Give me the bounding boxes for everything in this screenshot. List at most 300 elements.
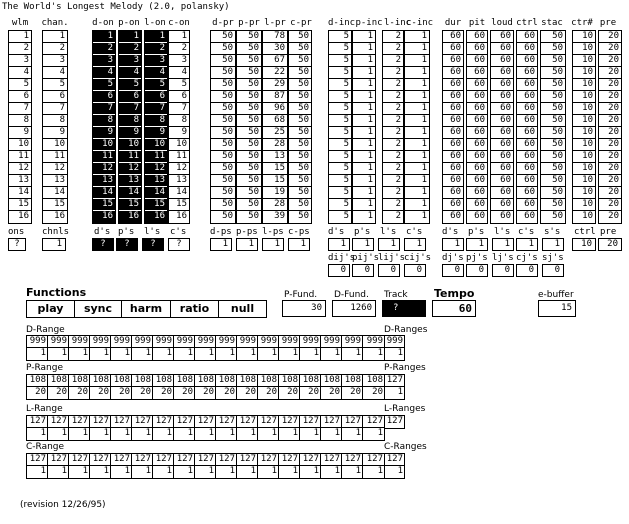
pit-cell[interactable]: 60 — [467, 55, 487, 67]
c-range-cell[interactable]: 1 — [195, 466, 216, 478]
con-cell[interactable]: 15 — [169, 199, 189, 211]
d-ranges-top[interactable]: 999 — [386, 336, 403, 346]
p-range-cell[interactable]: 108 — [90, 375, 111, 386]
cinc-column[interactable] — [404, 30, 430, 224]
d-range-cell[interactable]: 1 — [90, 348, 111, 360]
cpr-cell[interactable]: 50 — [289, 43, 311, 55]
dpr-cell[interactable]: 50 — [211, 163, 235, 175]
chan-cell[interactable]: 6 — [43, 91, 67, 103]
ctrl-cell[interactable]: 60 — [517, 79, 537, 91]
c-range-cell[interactable]: 1 — [321, 466, 342, 478]
p-ranges-grid[interactable] — [384, 374, 405, 400]
cpr-column[interactable] — [288, 30, 312, 224]
lpr-cell[interactable]: 28 — [263, 139, 287, 151]
c-range-cell[interactable]: 1 — [258, 466, 279, 478]
l-range-cell[interactable]: 127 — [153, 416, 174, 427]
p-range-cell[interactable]: 20 — [300, 387, 321, 399]
ctrl-cell[interactable]: 60 — [517, 55, 537, 67]
d-range-cell[interactable]: 999 — [27, 336, 48, 347]
l-range-cell[interactable]: 1 — [153, 428, 174, 440]
dpr-cell[interactable]: 50 — [211, 139, 235, 151]
p-range-cell[interactable]: 20 — [153, 387, 174, 399]
track-field[interactable]: ? — [382, 300, 426, 317]
c-range-cell[interactable]: 127 — [300, 454, 321, 465]
l-range-cell[interactable]: 1 — [111, 428, 132, 440]
wlm-cell[interactable]: 15 — [9, 199, 31, 211]
con-cell[interactable]: 14 — [169, 187, 189, 199]
pit-cell[interactable]: 60 — [467, 175, 487, 187]
p-range-cell[interactable]: 20 — [216, 387, 237, 399]
pon-cell[interactable]: 12 — [119, 163, 141, 175]
pinc-cell[interactable]: 1 — [353, 175, 375, 187]
pon-cell[interactable]: 6 — [119, 91, 141, 103]
dpr-cell[interactable]: 50 — [211, 175, 235, 187]
l-range-cell[interactable]: 127 — [237, 416, 258, 427]
c-range-cell[interactable]: 127 — [237, 454, 258, 465]
ppr-column[interactable] — [236, 30, 262, 224]
l-range-cell[interactable]: 127 — [111, 416, 132, 427]
wlm-cell[interactable]: 8 — [9, 115, 31, 127]
linc-cell[interactable]: 2 — [383, 103, 403, 115]
pit-cell[interactable]: 60 — [467, 127, 487, 139]
pit-cell[interactable]: 60 — [467, 103, 487, 115]
dpr-cell[interactable]: 50 — [211, 67, 235, 79]
pon-cell[interactable]: 16 — [128, 211, 139, 221]
dur-cell[interactable]: 60 — [443, 43, 463, 55]
chan-cell[interactable]: 11 — [43, 151, 67, 163]
ctrn-cell[interactable]: 10 — [573, 187, 595, 199]
ctrn-cell[interactable]: 10 — [573, 31, 595, 43]
don-cell[interactable]: 1 — [93, 31, 115, 43]
chan-cell[interactable]: 15 — [43, 199, 67, 211]
d-range-cell[interactable]: 1 — [132, 348, 153, 360]
d-range-cell[interactable]: 999 — [90, 336, 111, 347]
loud-cell[interactable]: 60 — [491, 163, 513, 175]
p-range-cell[interactable]: 108 — [300, 375, 321, 386]
pit-cell[interactable]: 60 — [467, 67, 487, 79]
p-range-cell[interactable]: 20 — [90, 387, 111, 399]
pinc-cell[interactable]: 1 — [353, 187, 375, 199]
ls-field[interactable]: ? — [142, 238, 164, 251]
don-cell[interactable]: 8 — [93, 115, 115, 127]
dinc-cell[interactable]: 5 — [343, 211, 349, 221]
cinc-cell[interactable]: 1 — [405, 115, 429, 127]
cinc-cell[interactable]: 1 — [405, 43, 429, 55]
wlm-cell[interactable]: 11 — [9, 151, 31, 163]
lj-field[interactable]: 0 — [492, 264, 514, 277]
l-range-cell[interactable]: 1 — [300, 428, 321, 440]
ratio-button[interactable]: ratio — [171, 301, 219, 317]
wlm-cell[interactable]: 12 — [9, 163, 31, 175]
d-range-cell[interactable]: 999 — [69, 336, 90, 347]
p-range-cell[interactable]: 108 — [342, 375, 363, 386]
loud-cell[interactable]: 60 — [491, 187, 513, 199]
c-range-cell[interactable]: 1 — [111, 466, 132, 478]
pre-cell[interactable]: 20 — [599, 127, 621, 139]
con-cell[interactable]: 12 — [169, 163, 189, 175]
loud-cell[interactable]: 60 — [491, 103, 513, 115]
dinc-cell[interactable]: 5 — [329, 67, 351, 79]
con-cell[interactable]: 1 — [169, 31, 189, 43]
wlm-cell[interactable]: 9 — [9, 127, 31, 139]
pinc-cell[interactable]: 1 — [353, 55, 375, 67]
d-range-cell[interactable]: 1 — [321, 348, 342, 360]
lon-cell[interactable]: 11 — [145, 151, 167, 163]
don-cell[interactable]: 14 — [93, 187, 115, 199]
ctrn-cell[interactable]: 10 — [573, 91, 595, 103]
stac-cell[interactable]: 50 — [541, 187, 565, 199]
con-cell[interactable]: 2 — [169, 43, 189, 55]
c-range-cell[interactable]: 127 — [48, 454, 69, 465]
stac-cell[interactable]: 50 — [541, 163, 565, 175]
cpr-cell[interactable]: 50 — [289, 127, 311, 139]
c-range-cell[interactable]: 127 — [153, 454, 174, 465]
c-range-cell[interactable]: 127 — [366, 454, 383, 464]
cinc-cell[interactable]: 1 — [405, 187, 429, 199]
d-range-cell[interactable]: 999 — [216, 336, 237, 347]
p-range-cell[interactable]: 108 — [258, 375, 279, 386]
ctrl-cell[interactable]: 60 — [517, 187, 537, 199]
l-range-cell[interactable]: 127 — [27, 416, 48, 427]
cpr-cell[interactable]: 50 — [289, 139, 311, 151]
pinc-cell[interactable]: 1 — [353, 199, 375, 211]
cinc-cell[interactable]: 1 — [405, 151, 429, 163]
loud-cell[interactable]: 60 — [491, 55, 513, 67]
d-range-grid[interactable] — [26, 335, 385, 361]
ss-field[interactable]: 1 — [542, 238, 564, 251]
p-range-cell[interactable]: 20 — [237, 387, 258, 399]
pre-cell[interactable]: 20 — [599, 163, 621, 175]
dpr-cell[interactable]: 50 — [211, 199, 235, 211]
ctrn-cell[interactable]: 10 — [573, 199, 595, 211]
ctrl2-field[interactable]: 10 — [572, 238, 596, 251]
c-ranges-grid[interactable] — [384, 453, 405, 479]
d-range-cell[interactable]: 1 — [237, 348, 258, 360]
cpr-cell[interactable]: 50 — [289, 55, 311, 67]
stac-cell[interactable]: 50 — [541, 139, 565, 151]
p-ranges-bottom[interactable]: 1 — [397, 387, 403, 397]
stac-cell[interactable]: 50 — [541, 175, 565, 187]
lpr-cell[interactable]: 39 — [274, 211, 285, 221]
pre-cell[interactable]: 20 — [599, 115, 621, 127]
linc-cell[interactable]: 2 — [383, 91, 403, 103]
con-cell[interactable]: 3 — [169, 55, 189, 67]
cpr-cell[interactable]: 50 — [289, 199, 311, 211]
chan-cell[interactable]: 5 — [43, 79, 67, 91]
ppr-cell[interactable]: 50 — [237, 139, 261, 151]
stac-cell[interactable]: 50 — [541, 199, 565, 211]
don-cell[interactable]: 6 — [93, 91, 115, 103]
lon-cell[interactable]: 3 — [145, 55, 167, 67]
d-range-cell[interactable]: 999 — [342, 336, 363, 347]
pit-cell[interactable]: 60 — [467, 31, 487, 43]
cs2-field[interactable]: 1 — [404, 238, 426, 251]
p-range-cell[interactable]: 20 — [111, 387, 132, 399]
d-range-cell[interactable]: 999 — [366, 336, 383, 346]
dpr-cell[interactable]: 50 — [211, 55, 235, 67]
cpr-cell[interactable]: 50 — [298, 211, 309, 221]
linc-cell[interactable]: 2 — [383, 151, 403, 163]
c-range-cell[interactable]: 127 — [27, 454, 48, 465]
lpr-cell[interactable]: 13 — [263, 151, 287, 163]
dur-cell[interactable]: 60 — [443, 55, 463, 67]
wlm-cell[interactable]: 14 — [9, 187, 31, 199]
d-range-cell[interactable]: 999 — [132, 336, 153, 347]
don-column[interactable] — [92, 30, 116, 224]
lon-cell[interactable]: 6 — [145, 91, 167, 103]
ppr-cell[interactable]: 50 — [237, 91, 261, 103]
dpr-cell[interactable]: 50 — [211, 91, 235, 103]
dur-cell[interactable]: 60 — [443, 103, 463, 115]
don-cell[interactable]: 2 — [93, 43, 115, 55]
l-range-cell[interactable]: 127 — [174, 416, 195, 427]
dinc-cell[interactable]: 5 — [329, 31, 351, 43]
c-range-cell[interactable]: 127 — [90, 454, 111, 465]
l-range-cell[interactable]: 1 — [216, 428, 237, 440]
pinc-cell[interactable]: 1 — [353, 79, 375, 91]
lon-cell[interactable]: 8 — [145, 115, 167, 127]
l-range-cell[interactable]: 1 — [279, 428, 300, 440]
cpr-cell[interactable]: 50 — [289, 175, 311, 187]
c-range-cell[interactable]: 127 — [69, 454, 90, 465]
c-range-cell[interactable]: 1 — [90, 466, 111, 478]
chan-cell[interactable]: 13 — [43, 175, 67, 187]
lpr-cell[interactable]: 29 — [263, 79, 287, 91]
pon-cell[interactable]: 1 — [119, 31, 141, 43]
ppr-cell[interactable]: 50 — [237, 67, 261, 79]
pinc-cell[interactable]: 1 — [367, 211, 373, 221]
pinc-cell[interactable]: 1 — [353, 151, 375, 163]
ds2-field[interactable]: 1 — [328, 238, 350, 251]
p-range-cell[interactable]: 20 — [279, 387, 300, 399]
dur-cell[interactable]: 60 — [443, 115, 463, 127]
wlm-cell[interactable]: 16 — [18, 211, 29, 221]
dpr-cell[interactable]: 50 — [211, 115, 235, 127]
pon-cell[interactable]: 13 — [119, 175, 141, 187]
ctrn-cell[interactable]: 10 — [573, 115, 595, 127]
p-range-cell[interactable]: 20 — [27, 387, 48, 399]
ppr-cell[interactable]: 50 — [237, 127, 261, 139]
pinc-cell[interactable]: 1 — [353, 43, 375, 55]
dur-cell[interactable]: 60 — [443, 31, 463, 43]
wlm-cell[interactable]: 2 — [9, 43, 31, 55]
cinc-cell[interactable]: 1 — [405, 55, 429, 67]
don-cell[interactable]: 15 — [93, 199, 115, 211]
pit-cell[interactable]: 60 — [467, 139, 487, 151]
p-range-grid[interactable] — [26, 374, 385, 400]
loud-cell[interactable]: 60 — [500, 211, 511, 221]
don-cell[interactable]: 7 — [93, 103, 115, 115]
lpr-cell[interactable]: 67 — [263, 55, 287, 67]
p-range-cell[interactable]: 108 — [132, 375, 153, 386]
cinc-cell[interactable]: 1 — [405, 67, 429, 79]
ons-field[interactable]: ? — [8, 238, 26, 251]
c-range-cell[interactable]: 1 — [342, 466, 363, 478]
d-range-cell[interactable]: 1 — [279, 348, 300, 360]
cinc-cell[interactable]: 1 — [405, 103, 429, 115]
stac-cell[interactable]: 50 — [541, 43, 565, 55]
dur-cell[interactable]: 60 — [443, 91, 463, 103]
l-range-cell[interactable]: 127 — [342, 416, 363, 427]
c-range-cell[interactable]: 1 — [27, 466, 48, 478]
dps-field[interactable]: 1 — [210, 238, 232, 251]
pit-cell[interactable]: 60 — [467, 163, 487, 175]
loud-cell[interactable]: 60 — [491, 175, 513, 187]
sj-field[interactable]: 0 — [542, 264, 564, 277]
pre2-field[interactable]: 20 — [598, 238, 622, 251]
dpr-cell[interactable]: 50 — [211, 43, 235, 55]
don-cell[interactable]: 5 — [93, 79, 115, 91]
stac-cell[interactable]: 50 — [552, 211, 563, 221]
pon-cell[interactable]: 2 — [119, 43, 141, 55]
chan-cell[interactable]: 1 — [43, 31, 67, 43]
c-ranges-bottom[interactable]: 1 — [397, 466, 403, 476]
dur-cell[interactable]: 60 — [443, 79, 463, 91]
p-range-cell[interactable]: 108 — [366, 375, 383, 385]
d-range-cell[interactable]: 999 — [279, 336, 300, 347]
d-range-cell[interactable]: 999 — [195, 336, 216, 347]
dur-cell[interactable]: 60 — [450, 211, 461, 221]
l-range-cell[interactable]: 1 — [174, 428, 195, 440]
l-range-cell[interactable]: 127 — [69, 416, 90, 427]
linc-cell[interactable]: 2 — [383, 55, 403, 67]
wlm-cell[interactable]: 13 — [9, 175, 31, 187]
pit-cell[interactable]: 60 — [467, 79, 487, 91]
loud-cell[interactable]: 60 — [491, 199, 513, 211]
pon-column[interactable] — [118, 30, 142, 224]
dur-cell[interactable]: 60 — [443, 139, 463, 151]
pj-field[interactable]: 0 — [466, 264, 488, 277]
lon-cell[interactable]: 5 — [145, 79, 167, 91]
dinc-cell[interactable]: 5 — [329, 43, 351, 55]
dpr-cell[interactable]: 50 — [211, 151, 235, 163]
cpr-cell[interactable]: 50 — [289, 31, 311, 43]
con-cell[interactable]: 5 — [169, 79, 189, 91]
cijs-field[interactable]: 0 — [404, 264, 426, 277]
dj-field[interactable]: 0 — [442, 264, 464, 277]
dinc-cell[interactable]: 5 — [329, 175, 351, 187]
ctrl-cell[interactable]: 60 — [517, 31, 537, 43]
con-column[interactable] — [168, 30, 190, 224]
loud-cell[interactable]: 60 — [491, 43, 513, 55]
stac-cell[interactable]: 50 — [541, 103, 565, 115]
pon-cell[interactable]: 3 — [119, 55, 141, 67]
pre-cell[interactable]: 20 — [599, 187, 621, 199]
c-range-cell[interactable]: 1 — [377, 466, 383, 476]
ppr-cell[interactable]: 50 — [237, 199, 261, 211]
ctrn-cell[interactable]: 10 — [573, 163, 595, 175]
dinc-cell[interactable]: 5 — [329, 127, 351, 139]
ctrn-cell[interactable]: 10 — [582, 211, 593, 221]
stac-cell[interactable]: 50 — [541, 31, 565, 43]
dur-cell[interactable]: 60 — [443, 187, 463, 199]
don-cell[interactable]: 13 — [93, 175, 115, 187]
c-range-cell[interactable]: 1 — [300, 466, 321, 478]
dinc-cell[interactable]: 5 — [329, 163, 351, 175]
ppr-cell[interactable]: 50 — [237, 79, 261, 91]
pon-cell[interactable]: 5 — [119, 79, 141, 91]
chan-cell[interactable]: 12 — [43, 163, 67, 175]
lpr-cell[interactable]: 25 — [263, 127, 287, 139]
pinc-cell[interactable]: 1 — [353, 31, 375, 43]
chan-cell[interactable]: 4 — [43, 67, 67, 79]
cpr-cell[interactable]: 50 — [289, 163, 311, 175]
wlm-cell[interactable]: 1 — [9, 31, 31, 43]
dur-cell[interactable]: 60 — [443, 163, 463, 175]
c-range-cell[interactable]: 127 — [174, 454, 195, 465]
pinc-cell[interactable]: 1 — [353, 115, 375, 127]
pit-cell[interactable]: 60 — [467, 91, 487, 103]
pps-field[interactable]: 1 — [236, 238, 258, 251]
pre-cell[interactable]: 20 — [599, 199, 621, 211]
ctrn-cell[interactable]: 10 — [573, 67, 595, 79]
ctrn-cell[interactable]: 10 — [573, 79, 595, 91]
d-range-cell[interactable]: 1 — [216, 348, 237, 360]
ctrl-cell[interactable]: 60 — [517, 139, 537, 151]
l-range-cell[interactable]: 127 — [300, 416, 321, 427]
c-range-cell[interactable]: 127 — [216, 454, 237, 465]
p-range-cell[interactable]: 108 — [111, 375, 132, 386]
p-range-cell[interactable]: 108 — [279, 375, 300, 386]
d-range-cell[interactable]: 999 — [237, 336, 258, 347]
cinc-cell[interactable]: 1 — [405, 139, 429, 151]
d-range-cell[interactable]: 1 — [111, 348, 132, 360]
ps2-field[interactable]: 1 — [352, 238, 374, 251]
linc-cell[interactable]: 2 — [383, 115, 403, 127]
ctrl-cell[interactable]: 60 — [517, 151, 537, 163]
dpr-cell[interactable]: 50 — [211, 79, 235, 91]
ds-field[interactable]: ? — [92, 238, 114, 251]
dinc-cell[interactable]: 5 — [329, 91, 351, 103]
cinc-cell[interactable]: 1 — [405, 199, 429, 211]
play-button[interactable]: play — [27, 301, 75, 317]
d-range-cell[interactable]: 999 — [153, 336, 174, 347]
cs3-field[interactable]: 1 — [516, 238, 538, 251]
linc-column[interactable] — [382, 30, 404, 224]
cs-field[interactable]: ? — [168, 238, 190, 251]
lon-cell[interactable]: 4 — [145, 67, 167, 79]
cps-field[interactable]: 1 — [288, 238, 310, 251]
d-range-cell[interactable]: 1 — [195, 348, 216, 360]
pinc-cell[interactable]: 1 — [353, 67, 375, 79]
pre-cell[interactable]: 20 — [599, 31, 621, 43]
dpr-cell[interactable]: 50 — [211, 31, 235, 43]
lon-cell[interactable]: 9 — [145, 127, 167, 139]
d-ranges-grid[interactable] — [384, 335, 405, 361]
cj-field[interactable]: 0 — [516, 264, 538, 277]
con-cell[interactable]: 10 — [169, 139, 189, 151]
pon-cell[interactable]: 11 — [119, 151, 141, 163]
wlm-cell[interactable]: 3 — [9, 55, 31, 67]
stac-cell[interactable]: 50 — [541, 55, 565, 67]
p-range-cell[interactable]: 20 — [372, 387, 383, 397]
c-ranges-top[interactable]: 127 — [386, 454, 403, 464]
pon-cell[interactable]: 4 — [119, 67, 141, 79]
l-range-cell[interactable]: 1 — [195, 428, 216, 440]
c-range-cell[interactable]: 1 — [132, 466, 153, 478]
ppr-cell[interactable]: 50 — [237, 175, 261, 187]
d-range-cell[interactable]: 1 — [174, 348, 195, 360]
loud-cell[interactable]: 60 — [491, 151, 513, 163]
con-cell[interactable]: 11 — [169, 151, 189, 163]
pre-cell[interactable]: 20 — [599, 175, 621, 187]
cpr-cell[interactable]: 50 — [289, 67, 311, 79]
pit-column[interactable] — [466, 30, 488, 224]
pre-cell[interactable]: 20 — [599, 55, 621, 67]
c-range-cell[interactable]: 127 — [342, 454, 363, 465]
linc-cell[interactable]: 2 — [383, 31, 403, 43]
ctrn-cell[interactable]: 10 — [573, 127, 595, 139]
